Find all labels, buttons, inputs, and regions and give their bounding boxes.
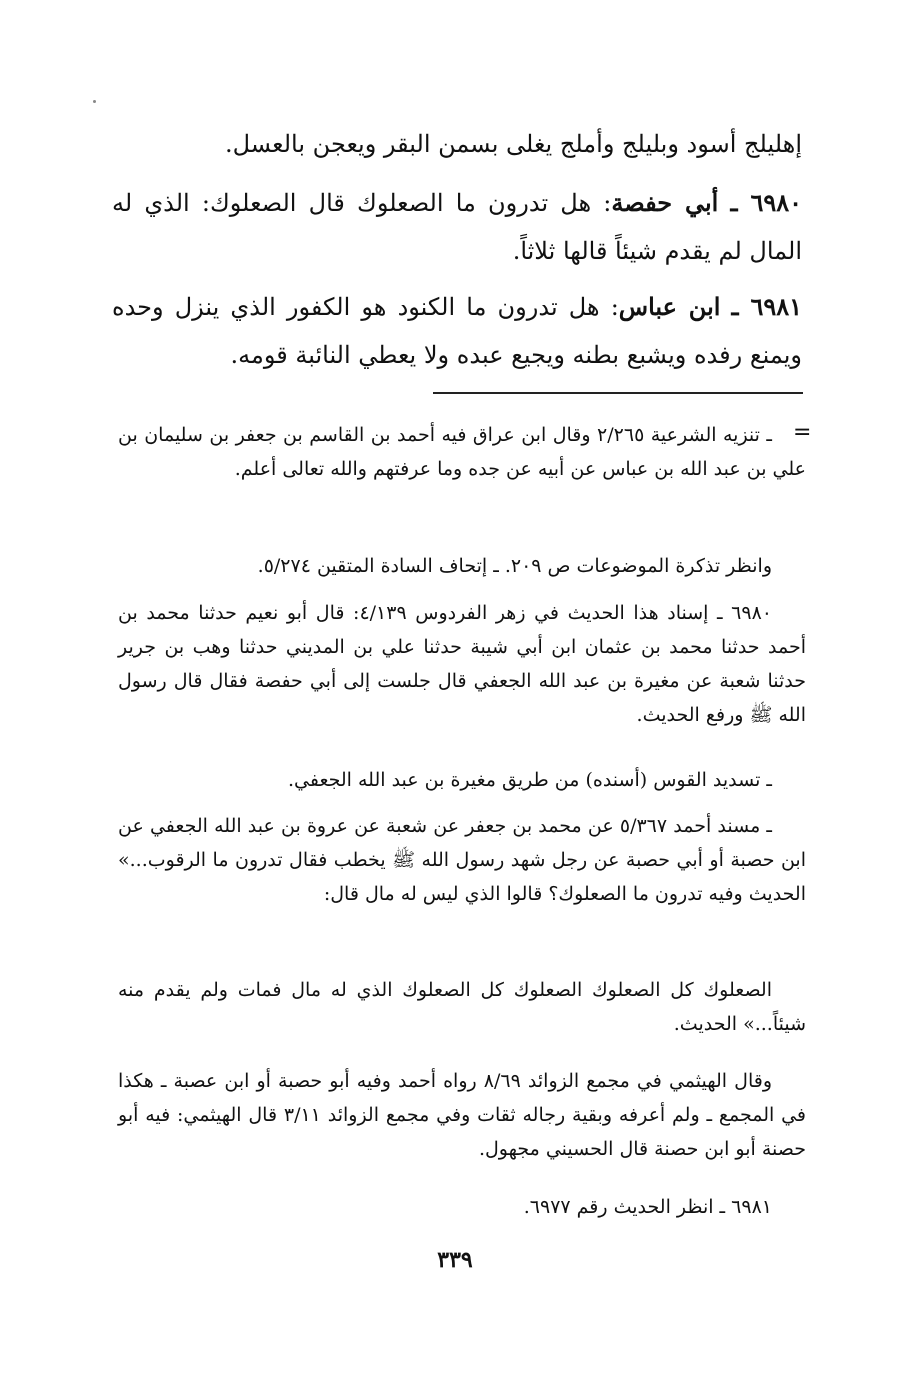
footnote-continued [118,418,806,486]
hadith-number: ٦٩٨١ ـ [731,292,802,321]
footnote-musnad [118,809,806,911]
hadith-text: : هل تدرون ما الصعلوك قال الصعلوك: الذي له المال لم يقدم شيئاً قالها ثلاثاً. [112,189,802,265]
main-paragraph-6980 [112,179,802,275]
footnote-6981 [118,1190,806,1224]
main-paragraph-1 [112,120,802,168]
footnote-text: ـ مسند أحمد ٥/٣٦٧ عن محمد بن جعفر عن شعبة عن عروة بن عبد الله الجعفي عن ابن حصبة أو أبي حصبة عن رجل شهد رسول الله ﷺ يخطب فقال تدرون ما الرقوب...» الحديث وفيه تدرون ما الصعلوك؟ قالوا الذي ليس له مال قال: [118,815,806,905]
footnote-text: ٦٩٨٠ ـ إسناد هذا الحديث في زهر الفردوس ٤/١٣٩: قال أبو نعيم حدثنا محمد بن أحمد حدثنا محمد بن عثمان ابن أبي شيبة حدثنا علي بن المديني حدثنا وهب بن جرير حدثنا شعبة عن مغيرة بن عبد الله الجعفي قال جلست إلى أبي حفصة فقال قال رسول الله ﷺ ورفع الحديث. [118,602,806,726]
footnote-text: ـ تنزيه الشرعية ٢/٢٦٥ وقال ابن عراق فيه أحمد بن القاسم بن جعفر بن سليمان بن علي بن عبد الله بن عباس عن أبيه عن جده وما عرفتهم والله تعالى أعلم. [118,424,806,480]
hadith-text: : هل تدرون ما الكنود هو الكفور الذي ينزل وحده ويمنع رفده ويشبع بطنه ويجيع عبده ولا يعطي النائبة قومه. [112,293,802,369]
footnote-reference [118,549,806,583]
narrator-name: ابن عباس [618,292,721,321]
footnote-6980 [118,596,806,732]
footnote-quote [118,973,806,1041]
footnote-haythami [118,1064,806,1166]
footnote-tasdid [118,763,806,797]
continuation-mark: = [793,420,812,445]
footnote-text: ـ تسديد القوس (أسنده) من طريق مغيرة بن عبد الله الجعفي. [287,769,772,791]
footnote-text: وانظر تذكرة الموضوعات ص ٢٠٩. ـ إتحاف السادة المتقين ٥/٢٧٤. [257,555,772,577]
footnote-separator [433,392,803,394]
page-number: ٣٣٩ [437,1247,473,1273]
footnote-text: ٦٩٨١ ـ انظر الحديث رقم ٦٩٧٧. [523,1196,772,1218]
footnote-text: وقال الهيثمي في مجمع الزوائد ٨/٦٩ رواه أحمد وفيه أبو حصبة أو ابن عصبة ـ هكذا في المجمع ـ ولم أعرفه وبقية رجاله ثقات وفي مجمع الزوائد ٣/١١ قال الهيثمي: فيه أبو حصنة أبو ابن حصنة قال الحسيني مجهول. [118,1070,807,1160]
main-paragraph-1-text: إهليلج أسود وبليلج وأملج يغلى بسمن البقر ويعجن بالعسل. [224,130,802,158]
hadith-number: ٦٩٨٠ ـ [730,188,803,217]
main-paragraph-6981 [112,283,802,379]
footnote-text: الصعلوك كل الصعلوك الصعلوك كل الصعلوك الذي له مال فمات ولم يقدم منه شيئاً...» الحديث. [118,979,806,1035]
scan-speck [93,100,96,103]
narrator-name: أبي حفصة [611,188,719,217]
